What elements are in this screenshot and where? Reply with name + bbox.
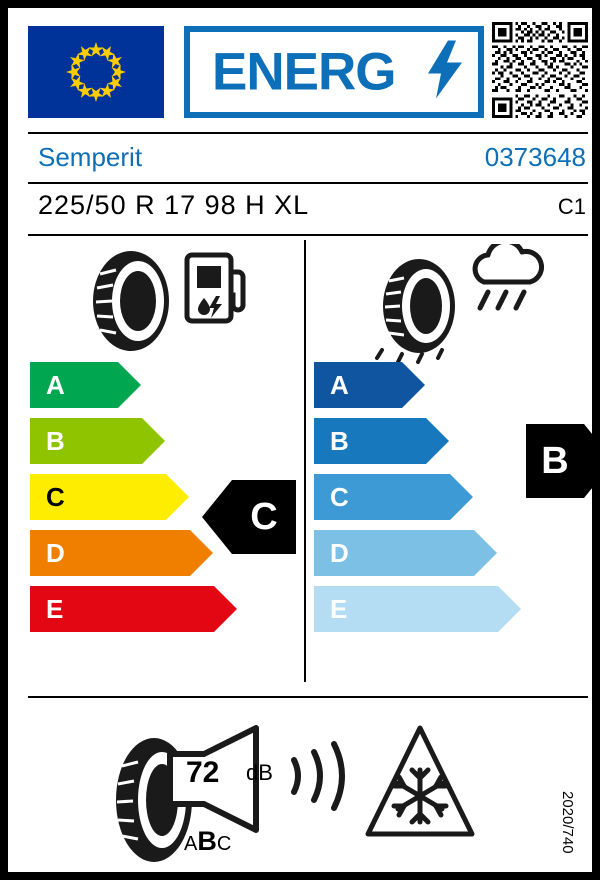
wet-band-d <box>314 530 586 576</box>
fuel-efficiency-section <box>30 240 298 682</box>
fuel-result-marker: C <box>232 480 296 554</box>
label-header <box>28 22 588 122</box>
bottom-section <box>30 698 586 868</box>
divider-top <box>28 132 588 134</box>
date-code: 2020/740 <box>559 791 576 854</box>
tyre-icon <box>86 246 176 356</box>
qr-code-icon <box>492 22 588 118</box>
wet-band-a-letter: A <box>330 369 349 400</box>
noise-unit: dB <box>246 760 273 785</box>
snowflake-mountain-icon <box>360 722 480 848</box>
wet-band-e <box>314 586 586 632</box>
wet-band-a <box>314 362 586 408</box>
sound-waves-icon <box>286 738 356 814</box>
fuel-band-e <box>30 586 298 632</box>
type-code: 0373648 <box>484 142 586 172</box>
noise-class-a: A <box>184 833 198 855</box>
eu-flag-icon <box>28 26 164 118</box>
noise-value: 72 <box>186 756 220 789</box>
energ-wordmark-box <box>184 26 484 118</box>
divider-size <box>28 234 588 236</box>
energ-wordmark: ENERG <box>212 42 396 102</box>
brand-row <box>30 142 586 180</box>
wet-band-c-letter: C <box>330 481 349 512</box>
wet-grip-pictograms <box>314 240 586 360</box>
noise-class-c: C <box>216 833 232 855</box>
fuel-band-b-letter: B <box>46 425 65 456</box>
fuel-band-d-letter: D <box>46 537 65 568</box>
snow-group <box>360 722 480 852</box>
fuel-band-b <box>30 418 298 464</box>
tyre-size: 225/50 R 17 98 H XL <box>38 190 310 220</box>
lightning-bolt-icon <box>428 41 462 104</box>
fuel-band-e-letter: E <box>46 593 64 624</box>
noise-class-b: B <box>197 826 217 856</box>
wet-band-d-letter: D <box>330 537 349 568</box>
noise-class-row <box>184 826 231 857</box>
fuel-band-c-letter: C <box>46 481 65 512</box>
rain-cloud-icon <box>464 244 552 320</box>
brand-name: Semperit <box>38 142 143 172</box>
size-row <box>30 190 586 226</box>
fuel-pictograms <box>30 240 298 360</box>
fuel-band-a-letter: A <box>46 369 65 400</box>
tyre-class: C1 <box>557 194 586 219</box>
fuel-band-a <box>30 362 298 408</box>
divider-brand <box>28 182 588 184</box>
fuel-pump-icon <box>184 252 248 326</box>
wet-band-e-letter: E <box>330 593 348 624</box>
divider-vertical <box>304 240 306 682</box>
wet-grip-result-marker: B <box>526 424 584 498</box>
wet-band-b-letter: B <box>330 425 349 456</box>
tyre-icon <box>374 254 464 364</box>
wet-grip-section <box>314 240 586 682</box>
